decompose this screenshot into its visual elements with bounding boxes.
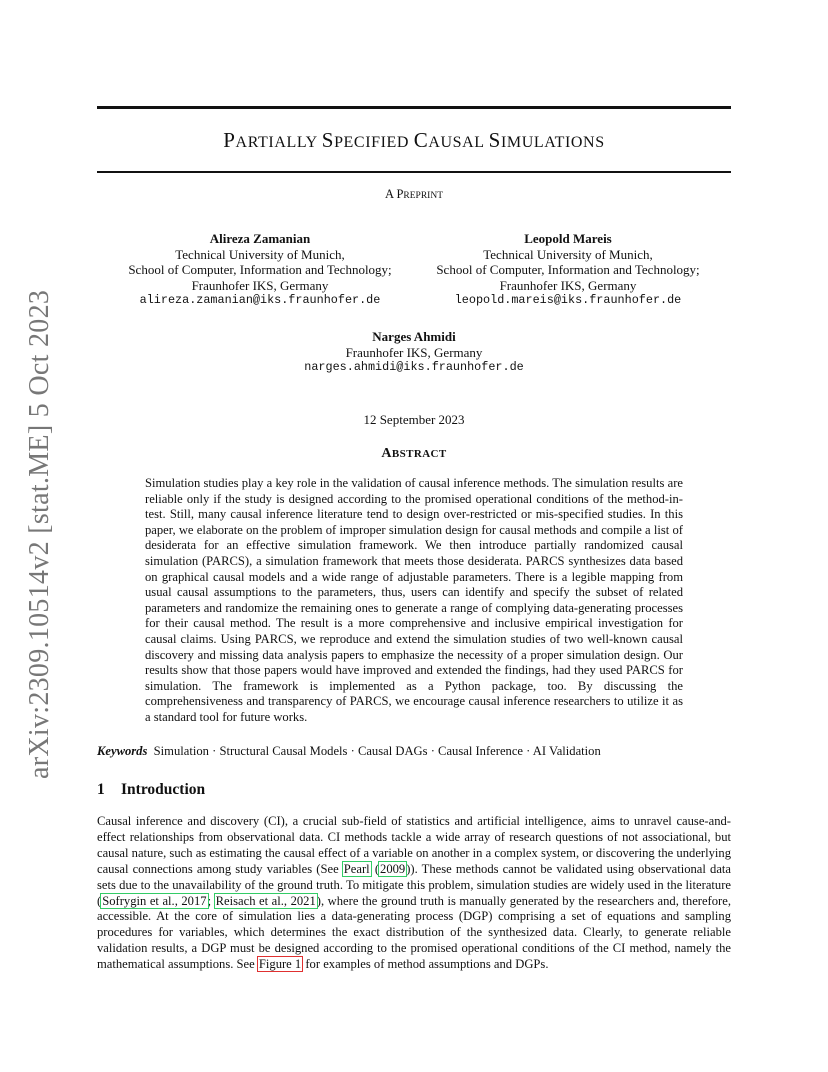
author-affiliation: Technical University of Munich,: [483, 246, 653, 262]
abstract-heading: ABSTRACT: [381, 446, 447, 461]
citation-link[interactable]: 2009: [380, 861, 406, 876]
preprint-label: A PREPRINT: [384, 187, 443, 201]
intro-paragraph: Causal inference and discovery (CI), a crucial sub-field of statistics and artificial intelligence, aims to unravel cause-and-effect relationships from observational data. CI methods tackle a wide array of research questions of not associational, but causal nature, such as estimating the causal effect of a variable on another in a complex system, or discovering the underlying causal connections among study variables (See Pearl (2009)). These methods cannot be validated using observational data sets due to the unavailability of the ground truth. To mitigate this problem, simulation studies are widely used in the literature (Sofrygin et al., 2017; Reisach et al., 2021), where the ground truth is manually generated by the researchers and, therefore, accessible. At the core of simulation lies a data-generating process (DGP) comprising a set of equations and sampling procedures for variables, which determines the exact distribution of the synthesized data. Clearly, to generate reliable validation results, a DGP must be designed according to the promised operational conditions of the CI method, namely the mathematical assumptions. See Figure 1 for examples of method assumptions and DGPs.: [97, 814, 732, 972]
author-block: [110, 231, 410, 309]
section-number: 1: [97, 781, 105, 798]
keywords-label: Keywords: [97, 744, 148, 758]
author-email[interactable]: alireza.zamanian@iks.fraunhofer.de: [139, 293, 381, 307]
citation-link[interactable]: Reisach et al., 2021: [215, 893, 316, 908]
title-rule-top: [97, 106, 731, 109]
author-name: Leopold Mareis: [524, 231, 612, 246]
author-affiliation: School of Computer, Information and Technology;: [128, 262, 392, 277]
paper-date: 12 September 2023: [363, 412, 465, 427]
keywords-list: Simulation · Structural Causal Models · Causal DAGs · Causal Inference · AI Validation: [153, 744, 601, 758]
author-affiliation: Fraunhofer IKS, Germany: [499, 277, 637, 293]
author-affiliation: School of Computer, Information and Technology;: [436, 262, 700, 277]
paper-title: PARTIALLY SPECIFIED CAUSAL SIMULATIONS: [223, 128, 605, 152]
author-block: [264, 329, 564, 376]
title-rule-bottom: [97, 171, 731, 173]
citation-link[interactable]: Sofrygin et al., 2017: [102, 893, 207, 908]
author-block: [418, 231, 718, 309]
arxiv-identifier: arXiv:2309.10514v2 [stat.ME] 5 Oct 2023: [24, 290, 55, 780]
author-email[interactable]: leopold.mareis@iks.fraunhofer.de: [454, 293, 682, 307]
author-email[interactable]: narges.ahmidi@iks.fraunhofer.de: [304, 360, 524, 374]
author-affiliation: Fraunhofer IKS, Germany: [345, 344, 483, 360]
author-name: Narges Ahmidi: [372, 329, 456, 344]
section-heading: [97, 781, 205, 799]
citation-link[interactable]: Pearl: [343, 861, 370, 876]
author-affiliation: Technical University of Munich,: [175, 246, 345, 262]
figure-reference-link[interactable]: Figure 1: [258, 957, 302, 972]
author-name: Alireza Zamanian: [209, 231, 311, 246]
section-title: Introduction: [121, 781, 206, 798]
abstract-text: Simulation studies play a key role in the validation of causal inference methods. The simulation results are reliable only if the study is designed according to the promised operational conditions of the method-in-test. Still, many causal inference literature tend to design over-restricted or mis-specified studies. In this paper, we elaborate on the problem of improper simulation design for causal methods and compile a list of desiderata for an effective simulation framework. We then introduce partially randomized causal simulation (PARCS), a simulation framework that meets those desiderata. PARCS synthesizes data based on graphical causal models and a wide range of adjustable parameters. There is a legible mapping from usual causal assumptions to the parameters, thus, users can identify and specify the subset of related parameters and randomize the remaining ones to generate a range of complying data-generating processes for their causal method. The result is a more comprehensive and inclusive empirical investigation for causal claims. Using PARCS, we reproduce and extend the simulation studies of two well-known causal discovery and missing data analysis papers to emphasize the necessity of a proper simulation design. Our results show that those papers would have improved and extended the findings, had they used PARCS for simulation. The framework is implemented as a Python package, too. By discussing the comprehensiveness and transparency of PARCS, we encourage causal inference researchers to utilize it as a standard tool for future works.: [145, 476, 683, 724]
keywords-line: [97, 744, 737, 759]
author-affiliation: Fraunhofer IKS, Germany: [191, 277, 329, 293]
